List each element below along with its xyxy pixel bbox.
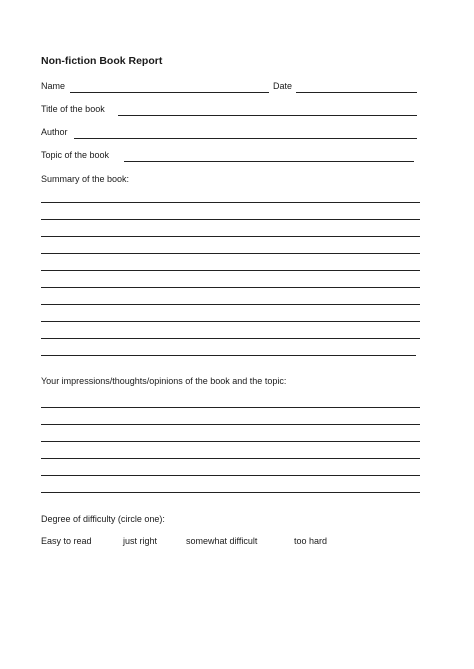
difficulty-option-somewhat-difficult[interactable]: somewhat difficult [186, 536, 258, 546]
summary-line[interactable] [41, 304, 420, 305]
difficulty-option-too-hard[interactable]: too hard [294, 536, 328, 546]
book-title-field[interactable] [118, 115, 417, 116]
summary-line[interactable] [41, 219, 420, 220]
impressions-line[interactable] [41, 424, 420, 425]
impressions-line[interactable] [41, 458, 420, 459]
summary-line[interactable] [41, 202, 420, 203]
summary-line[interactable] [41, 287, 420, 288]
author-row [41, 127, 421, 141]
summary-line[interactable] [41, 338, 420, 339]
difficulty-option-easy[interactable]: Easy to read [41, 536, 92, 546]
summary-line[interactable] [41, 270, 420, 271]
author-field[interactable] [74, 138, 417, 139]
topic-label: Topic of the book [41, 150, 110, 160]
impressions-line[interactable] [41, 475, 420, 476]
book-title-row [41, 104, 421, 118]
author-label: Author [41, 127, 68, 137]
summary-line[interactable] [41, 321, 420, 322]
summary-line[interactable] [41, 236, 420, 237]
name-label: Name [41, 81, 66, 91]
name-field[interactable] [70, 92, 269, 93]
date-field[interactable] [296, 92, 417, 93]
name-date-row [41, 81, 421, 95]
impressions-line[interactable] [41, 441, 420, 442]
impressions-line[interactable] [41, 407, 420, 408]
date-label: Date [273, 81, 293, 91]
book-title-label: Title of the book [41, 104, 105, 114]
topic-row [41, 150, 421, 164]
impressions-label: Your impressions/thoughts/opinions of the book and the topic: [41, 376, 287, 386]
difficulty-label: Degree of difficulty (circle one): [41, 514, 165, 524]
summary-line[interactable] [41, 355, 416, 356]
form-title: Non-fiction Book Report [41, 55, 163, 67]
impressions-line[interactable] [41, 492, 420, 493]
summary-line[interactable] [41, 253, 420, 254]
difficulty-option-just-right[interactable]: just right [123, 536, 158, 546]
summary-label: Summary of the book: [41, 174, 130, 184]
topic-field[interactable] [124, 161, 414, 162]
